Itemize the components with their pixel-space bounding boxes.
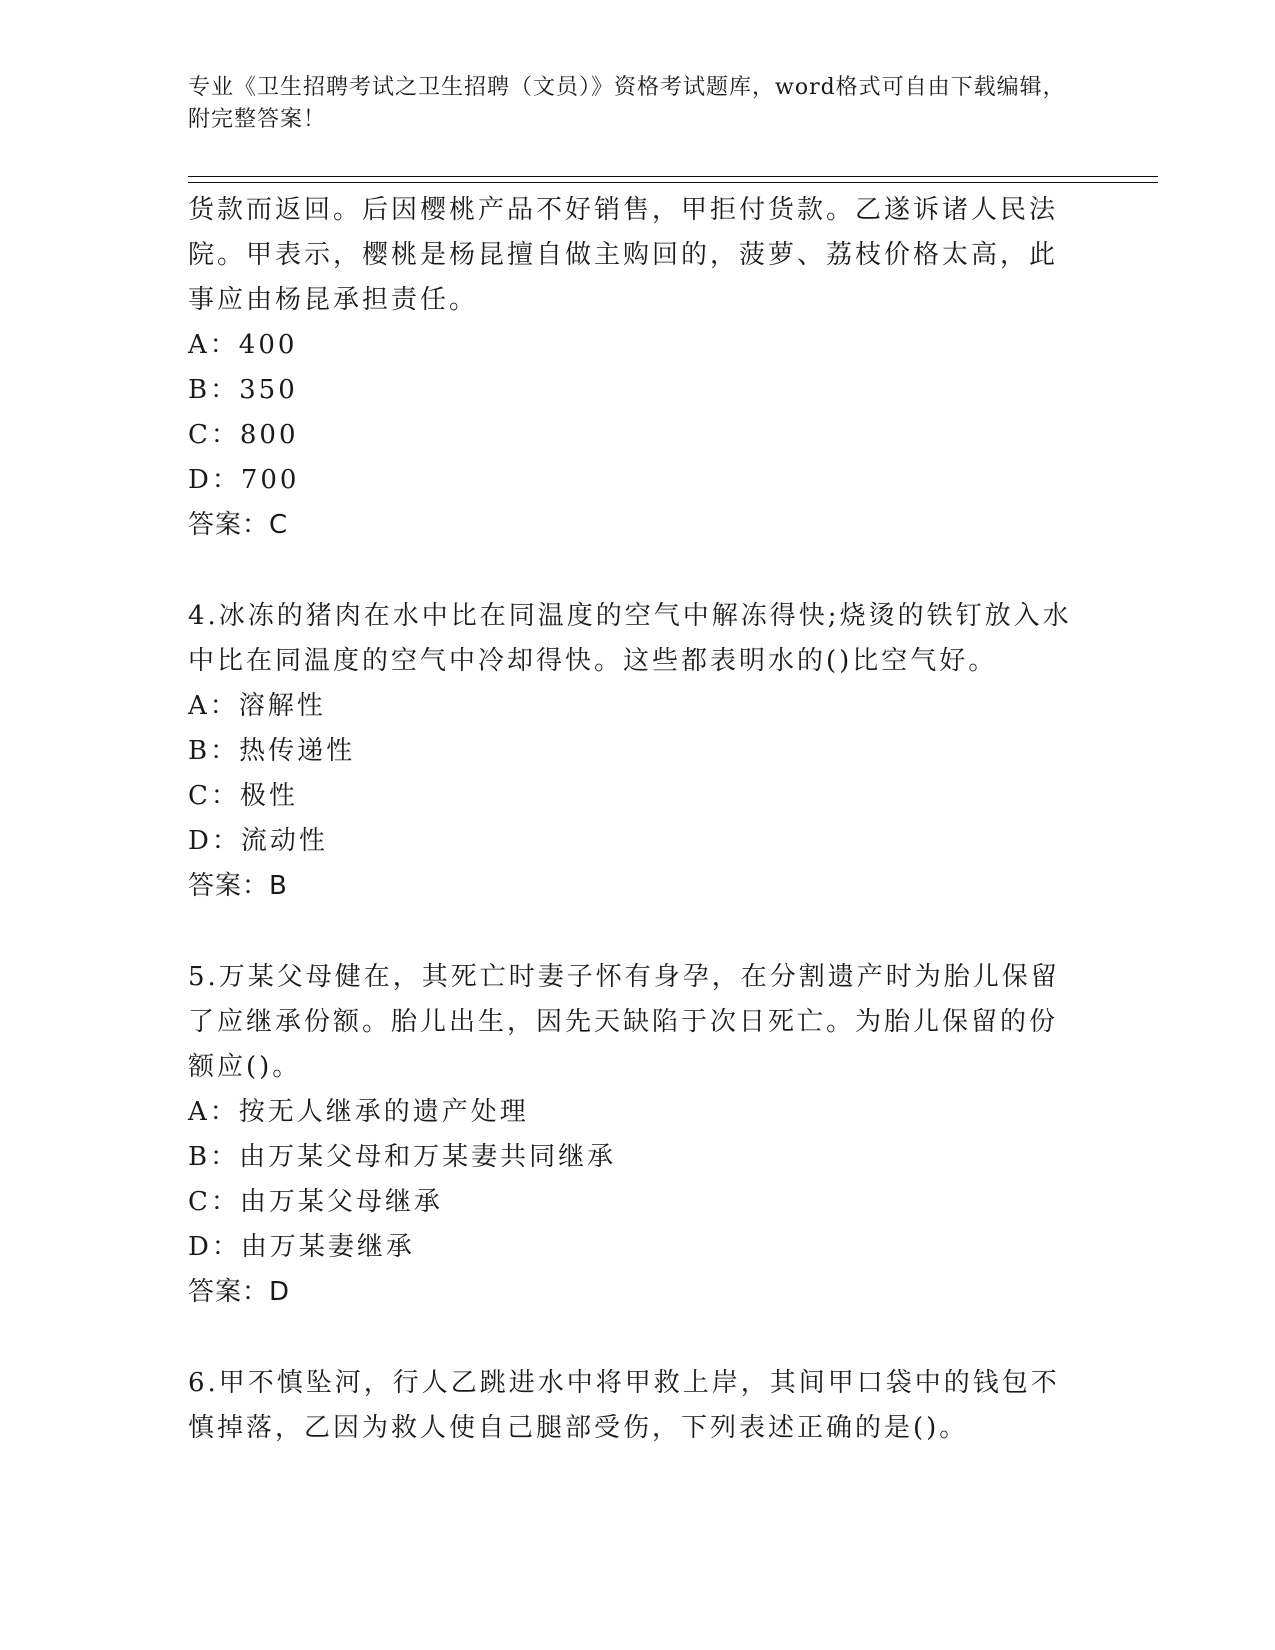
- question-4: [188, 594, 1078, 909]
- question-list: [188, 188, 1078, 1451]
- option-a: A：400: [188, 330, 298, 360]
- option-b: B：热传递性: [188, 736, 356, 766]
- question-text: 4.冰冻的猪肉在水中比在同温度的空气中解冻得快;烧烫的铁钉放入水中比在同温度的空气中冷却得快。这些都表明水的()比空气好。: [188, 601, 1072, 676]
- question-text: 5.万某父母健在，其死亡时妻子怀有身孕，在分割遗产时为胎儿保留了应继承份额。胎儿出生，因先天缺陷于次日死亡。为胎儿保留的份额应()。: [188, 962, 1060, 1082]
- header-rule-top: [188, 176, 1158, 177]
- option-c: C：800: [188, 420, 299, 450]
- document-header: 专业《卫生招聘考试之卫生招聘（文员）》资格考试题库，word格式可自由下载编辑，附完整答案！: [188, 75, 1066, 132]
- option-b: B：350: [188, 375, 298, 405]
- option-b: B：由万某父母和万某妻共同继承: [188, 1142, 617, 1172]
- option-c: C：由万某父母继承: [188, 1187, 443, 1217]
- header-rule-bottom: [188, 182, 1158, 183]
- option-d: D：700: [188, 465, 300, 495]
- answer: 答案：B: [188, 871, 288, 901]
- answer: 答案：D: [188, 1277, 291, 1307]
- option-d: D：由万某妻继承: [188, 1232, 415, 1262]
- question-text: 货款而返回。后因樱桃产品不好销售，甲拒付货款。乙遂诉诸人民法院。甲表示，樱桃是杨昆擅自做主购回的，菠萝、荔枝价格太高，此事应由杨昆承担责任。: [188, 195, 1059, 315]
- option-d: D：流动性: [188, 826, 328, 856]
- question-6: [188, 1361, 1078, 1451]
- question-5: [188, 955, 1078, 1315]
- question-text: 6.甲不慎坠河，行人乙跳进水中将甲救上岸，其间甲口袋中的钱包不慎掉落，乙因为救人使自己腿部受伤，下列表述正确的是()。: [188, 1368, 1060, 1443]
- question-3-tail: [188, 188, 1078, 548]
- answer: 答案：C: [188, 510, 289, 540]
- option-c: C：极性: [188, 781, 298, 811]
- option-a: A：按无人继承的遗产处理: [188, 1097, 529, 1127]
- option-a: A：溶解性: [188, 691, 326, 721]
